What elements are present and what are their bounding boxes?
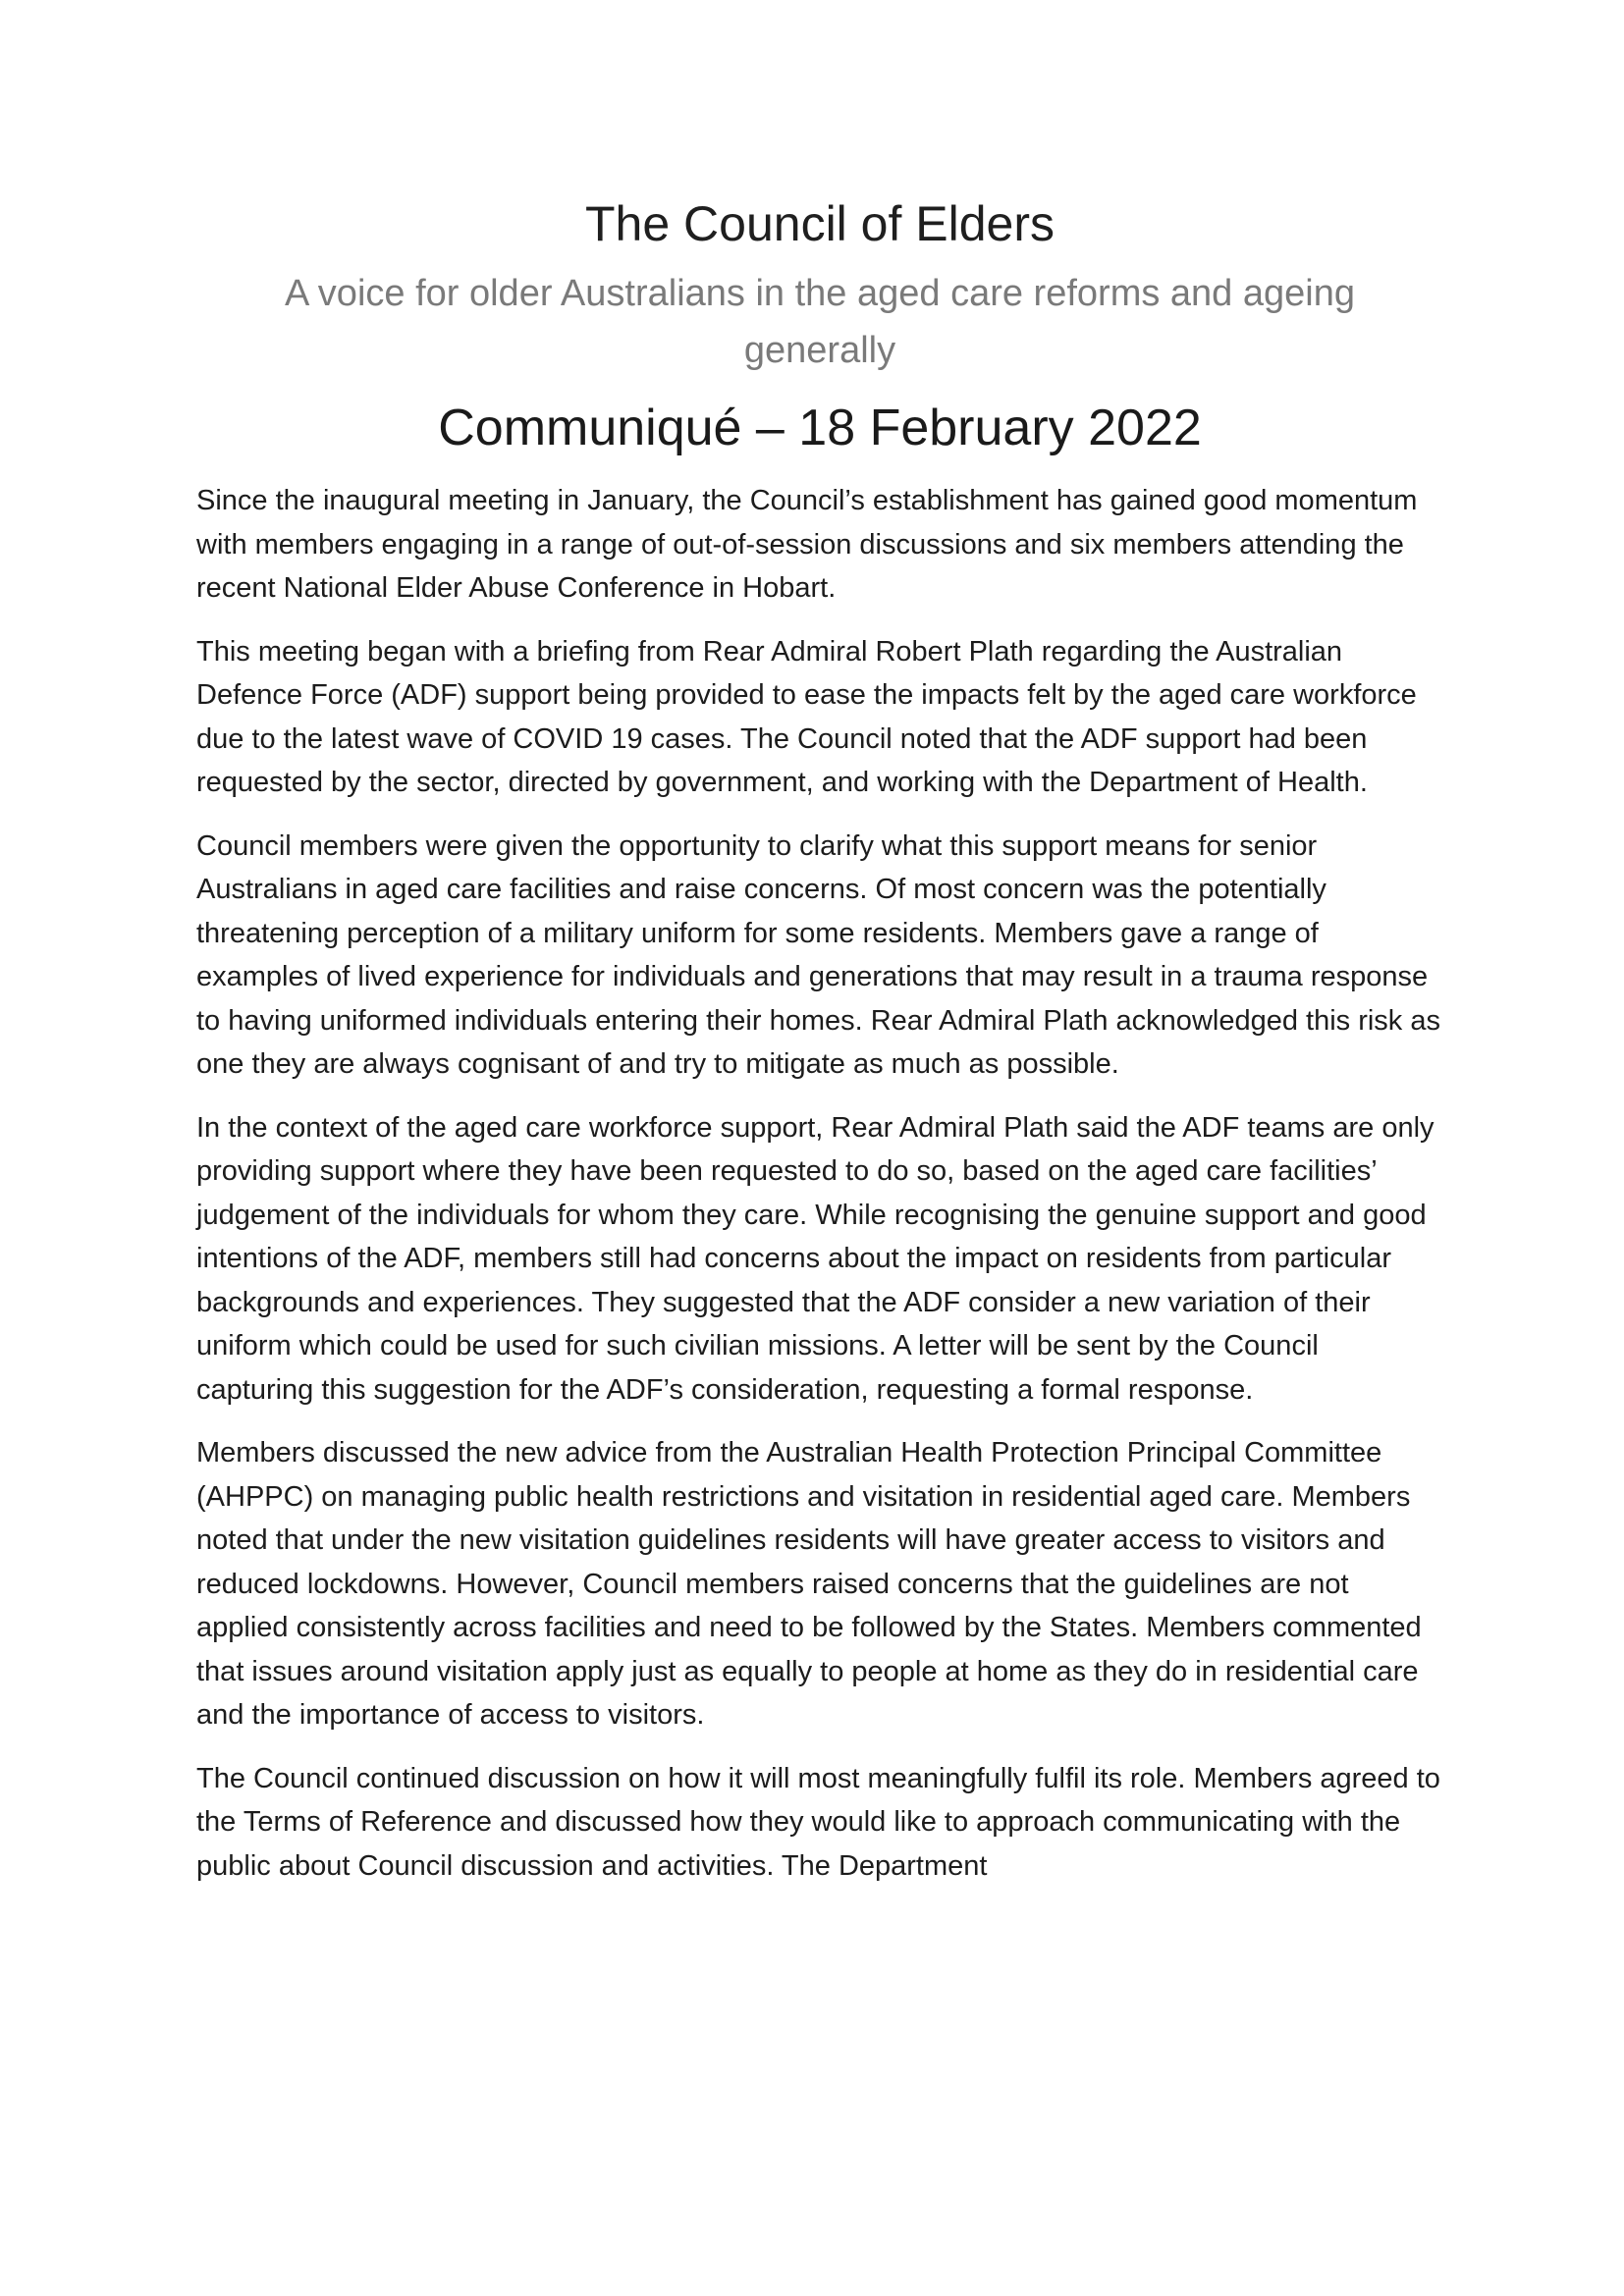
document-page [196,192,1443,1907]
communique-heading: Communiqué – 18 February 2022 [438,400,1202,456]
paragraph-4: In the context of the aged care workforce support, Rear Admiral Plath said the ADF teams are only providing support where they have been requested to do so, based on the aged care facilities’ judgement of the individuals for whom they care. While recognising the genuine support and good intentions of the ADF, members still had concerns about the impact on residents from particular backgrounds and experiences. They suggested that the ADF consider a new variation of their uniform which could be used for such civilian missions. A letter will be sent by the Council capturing this suggestion for the ADF’s consideration, requesting a formal response. [196,1111,1435,1406]
paragraph-3: Council members were given the opportunity to clarify what this support means for senior Australians in aged care facilities and raise concerns. Of most concern was the potentially threatening perception of a military uniform for some residents. Members gave a range of examples of lived experience for individuals and generations that may result in a trauma response to having uniformed individuals entering their homes. Rear Admiral Plath acknowledged this risk as one they are always cognisant of and try to mitigate as much as possible. [196,829,1440,1080]
paragraph-2: This meeting began with a briefing from Rear Admiral Robert Plath regarding the Australian Defence Force (ADF) support being provided to ease the impacts felt by the aged care workforce due to the latest wave of COVID 19 cases. The Council noted that the ADF support had been requested by the sector, directed by government, and working with the Department of Health. [196,635,1417,798]
document-title: The Council of Elders [584,196,1055,251]
paragraph-1: Since the inaugural meeting in January, the Council’s establishment has gained good momentum with members engaging in a range of out-of-session discussions and six members attending the recent National Elder Abuse Conference in Hobart. [196,485,1418,604]
paragraph-6: The Council continued discussion on how it will most meaningfully fulfil its role. Members agreed to the Terms of Reference and discussed how they would like to approach communicating with the public about Council discussion and activities. The Department [196,1762,1440,1882]
document-subtitle: A voice for older Australians in the aged care reforms and ageing generally [285,273,1355,371]
paragraph-5: Members discussed the new advice from the Australian Health Protection Principal Committee (AHPPC) on managing public health restrictions and visitation in residential aged care. Members noted that under the new visitation guidelines residents will have greater access to visitors and reduced lockdowns. However, Council members raised concerns that the guidelines are not applied consistently across facilities and need to be followed by the States. Members commented that issues around visitation apply just as equally to people at home as they do in residential care and the importance of access to visitors. [196,1437,1422,1731]
